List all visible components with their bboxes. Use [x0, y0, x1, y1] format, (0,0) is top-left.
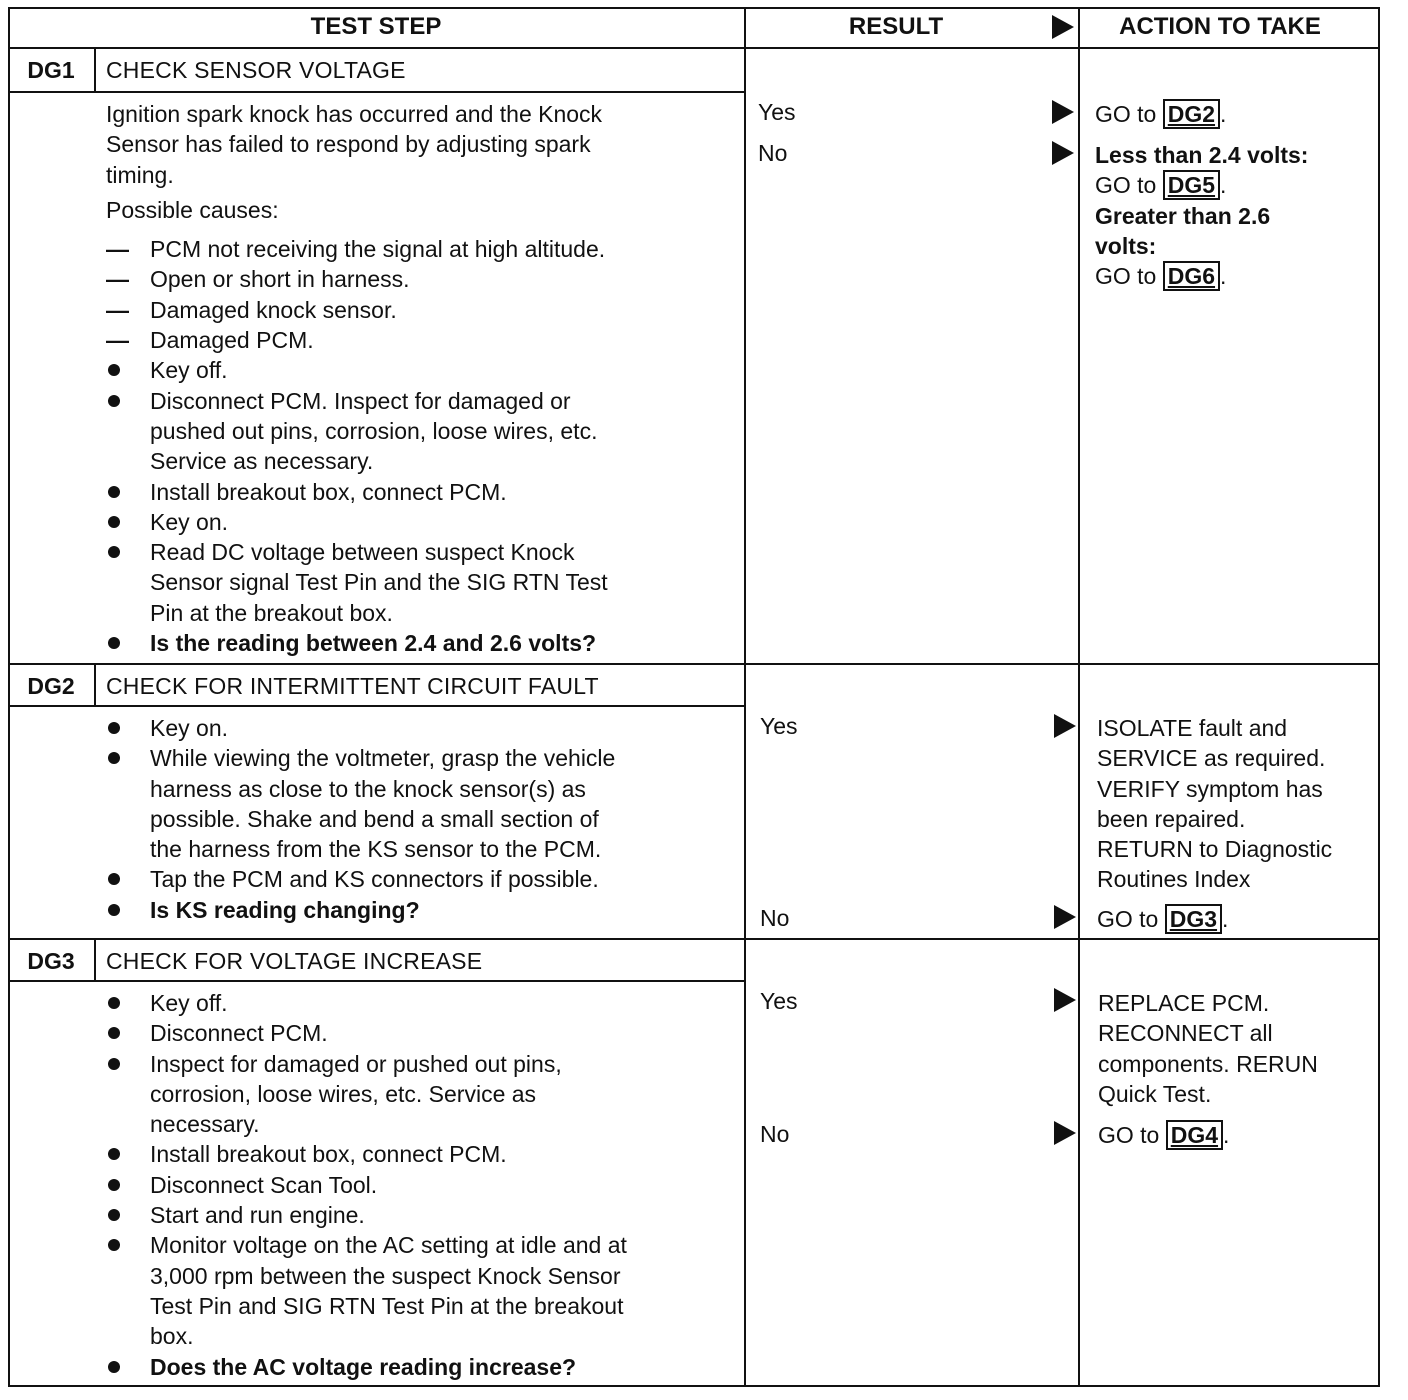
arrow-icon [1054, 714, 1076, 738]
bullet-icon [108, 1361, 120, 1373]
step-id-dg1: DG1 [27, 56, 75, 83]
header-action: ACTION TO TAKE [1119, 13, 1321, 40]
bullet-icon [108, 1027, 120, 1039]
dg3-action-no: GO to DG4 . [1098, 1122, 1230, 1148]
dg2-reference[interactable]: DG2 [1163, 99, 1220, 129]
list-item: Disconnect PCM. [106, 1018, 736, 1048]
bullet-icon [108, 1058, 120, 1070]
bullet-icon [108, 752, 120, 764]
arrow-icon [1054, 988, 1076, 1012]
dg3-steps-list [106, 988, 736, 1382]
step-id-dg3: DG3 [27, 947, 75, 974]
list-item: Key on. [106, 713, 736, 743]
list-item: Monitor voltage on the AC setting at idle and at 3,000 rpm between the suspect Knock Sensor Test Pin and SIG RTN Test Pin at the breakout box. [106, 1230, 736, 1351]
header-result: RESULT [848, 13, 944, 40]
list-item: Key on. [106, 507, 736, 537]
dg2-body [106, 713, 736, 925]
list-item: Inspect for damaged or pushed out pins, corrosion, loose wires, etc. Service as necessary. [106, 1049, 736, 1140]
dg3-separator [8, 938, 1380, 940]
bullet-icon [108, 722, 120, 734]
arrow-icon [1054, 905, 1076, 929]
dg2-result-no: No [760, 905, 790, 931]
dash-icon: — [106, 327, 129, 354]
bullet-icon [108, 997, 120, 1009]
dg1-action-no: Less than 2.4 volts: GO to DG5 . Greater than 2.6 volts: GO to DG6 . [1095, 142, 1309, 290]
dg1-title-underline [8, 91, 746, 93]
arrow-icon [1052, 100, 1074, 124]
diagnostic-table [8, 7, 1380, 1387]
dg2-steps-list [106, 713, 736, 925]
dg3-title-underline [8, 980, 746, 982]
dg3-body [106, 988, 736, 1382]
bullet-icon [108, 904, 120, 916]
list-item: — Open or short in harness. [106, 264, 736, 294]
bullet-icon [108, 516, 120, 528]
table-right-border [1378, 7, 1380, 1387]
dg3-result-no: No [760, 1121, 790, 1147]
header-arrow-icon [1052, 15, 1074, 39]
list-item: Is KS reading changing? [106, 895, 736, 925]
dg1-causes-label: Possible causes: [106, 196, 279, 223]
list-item: Is the reading between 2.4 and 2.6 volts? [106, 628, 736, 658]
dg1-causes-list [106, 234, 736, 355]
bullet-icon [108, 1209, 120, 1221]
list-item: Start and run engine. [106, 1200, 736, 1230]
list-item: While viewing the voltmeter, grasp the vehicle harness as close to the knock sensor(s) as possible. Shake and bend a small section of the harness from the KS sensor to the PCM. [106, 743, 736, 864]
bullet-icon [108, 546, 120, 558]
dg1-intro-line: Ignition spark knock has occurred and the Knock [106, 101, 603, 127]
dg1-intro-line: timing. [106, 161, 174, 188]
bullet-icon [108, 1148, 120, 1160]
dg3-id-divider [94, 940, 96, 980]
bullet-icon [108, 873, 120, 885]
dg1-result-no: No [758, 140, 788, 166]
dg4-reference[interactable]: DG4 [1166, 1120, 1223, 1150]
dg3-reference[interactable]: DG3 [1165, 904, 1222, 934]
arrow-icon [1054, 1121, 1076, 1145]
dg2-separator [8, 663, 1380, 665]
bullet-icon [108, 364, 120, 376]
dg2-result-yes: Yes [760, 713, 798, 739]
list-item: Disconnect PCM. Inspect for damaged or pushed out pins, corrosion, loose wires, etc. Service as necessary. [106, 386, 736, 477]
step-title-dg2: CHECK FOR INTERMITTENT CIRCUIT FAULT [106, 672, 599, 699]
list-item: — Damaged knock sensor. [106, 295, 736, 325]
step-id-dg2: DG2 [27, 672, 75, 699]
bullet-icon [108, 1179, 120, 1191]
bullet-icon [108, 1239, 120, 1251]
list-item: Does the AC voltage reading increase? [106, 1352, 736, 1382]
dg1-result-yes: Yes [758, 99, 796, 125]
list-item: Tap the PCM and KS connectors if possible. [106, 864, 736, 894]
list-item: Install breakout box, connect PCM. [106, 477, 736, 507]
dash-icon: — [106, 296, 129, 323]
header-bottom-border [8, 47, 1380, 49]
list-item: Read DC voltage between suspect Knock Sensor signal Test Pin and the SIG RTN Test Pin at the breakout box. [106, 537, 736, 628]
dg3-result-yes: Yes [760, 988, 798, 1014]
dg1-body [106, 99, 736, 658]
dg3-action-yes: REPLACE PCM. RECONNECT all components. RERUN Quick Test. [1098, 990, 1318, 1107]
dg2-title-underline [8, 705, 746, 707]
action-column-divider [1078, 7, 1080, 1387]
header-test-step: TEST STEP [310, 13, 442, 40]
step-title-dg3: CHECK FOR VOLTAGE INCREASE [106, 947, 483, 974]
dg1-id-divider [94, 49, 96, 91]
dg1-intro-line: Sensor has failed to respond by adjusting spark [106, 131, 591, 158]
dg2-id-divider [94, 665, 96, 705]
dg2-action-yes: ISOLATE fault and SERVICE as required. VERIFY symptom has been repaired. RETURN to Diagnostic Routines Index [1097, 715, 1333, 893]
bullet-icon [108, 637, 120, 649]
list-item: — Damaged PCM. [106, 325, 736, 355]
list-item: Disconnect Scan Tool. [106, 1170, 736, 1200]
dash-icon: — [106, 236, 129, 263]
dg1-action-yes: GO to DG2 . [1095, 101, 1227, 127]
list-item: Install breakout box, connect PCM. [106, 1139, 736, 1169]
dg6-reference[interactable]: DG6 [1163, 261, 1220, 291]
result-column-divider [744, 7, 746, 1387]
bullet-icon [108, 486, 120, 498]
dg1-steps-list [106, 355, 736, 658]
table-bottom-border [8, 1385, 1380, 1387]
step-title-dg1: CHECK SENSOR VOLTAGE [106, 56, 406, 83]
list-item: Key off. [106, 355, 736, 385]
arrow-icon [1052, 141, 1074, 165]
dash-icon: — [106, 266, 129, 293]
bullet-icon [108, 395, 120, 407]
list-item: Key off. [106, 988, 736, 1018]
dg5-reference[interactable]: DG5 [1163, 170, 1220, 200]
list-item: — PCM not receiving the signal at high altitude. [106, 234, 736, 264]
dg2-action-no: GO to DG3 . [1097, 906, 1229, 932]
